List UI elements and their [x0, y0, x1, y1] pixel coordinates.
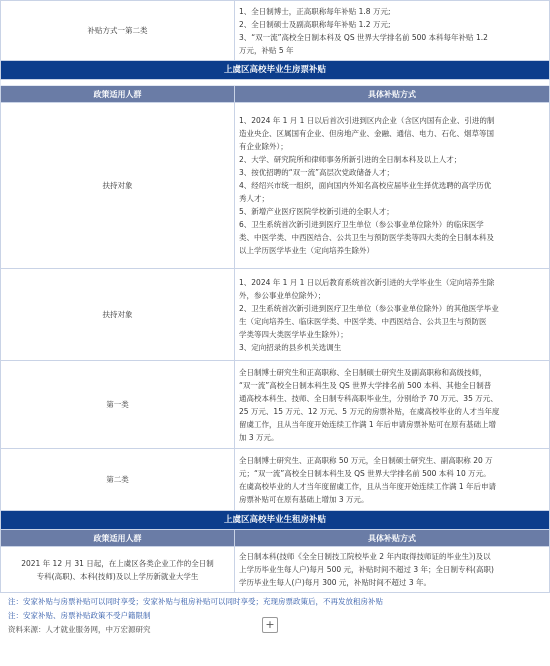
detail-line: 1、2024 年 1 月 1 日以后首次引进到区内企业（含区内国有企业、引进的制 [239, 116, 495, 125]
rent-header-method: 具体补贴方式 [235, 530, 550, 547]
top-row-label: 补贴方式一第二类 [1, 1, 235, 61]
housing-row-detail [235, 361, 550, 449]
detail-line: 房票补贴可在原有基础上增加 3 万元。 [239, 494, 369, 504]
rent-row [1, 547, 550, 593]
rent-section-title: 上虞区高校毕业生租房补贴 [1, 511, 550, 530]
housing-section-title: 上虞区高校毕业生房票补贴 [1, 61, 550, 80]
detail-line: “双一流”高校全日制本科生及 QS 世界大学排名前 500 本科、其他全日制普 [239, 380, 492, 390]
housing-row-1 [1, 103, 550, 269]
housing-row-detail [235, 269, 550, 361]
housing-header-row [1, 86, 550, 103]
detail-line: 2、全日制硕士及副高职称每年补贴 1.2 万元; [239, 19, 391, 29]
source-line: 资料来源：人才就业服务网，中万宏源研究 [8, 625, 151, 634]
detail-line: 3、“双一流”高校全日制本科及 QS 世界大学排名前 500 本科每年补贴 1.2 [239, 32, 488, 42]
detail-line: 元；“双一流”高校全日制本科生及 QS 世界大学排名前 500 本科 10 万元。 [239, 468, 491, 478]
detail-line: 3、按优招聘的“双一流”高层次党政储备人才； [239, 168, 395, 177]
detail-line: 学类等四大类医学毕业生除外）； [239, 329, 348, 339]
housing-header-method: 具体补贴方式 [235, 86, 550, 103]
detail-line: 25 万元、15 万元、12 万元、5 万元的房票补贴，在虞高校毕业的人才当年度 [239, 406, 500, 416]
housing-row-label: 第二类 [1, 449, 235, 511]
note-line: 注：安家补贴、房票补贴政策不受户籍限制 [8, 611, 151, 620]
housing-row-label: 第一类 [1, 361, 235, 449]
housing-row-3 [1, 361, 550, 449]
detail-line: 秀人才； [239, 194, 269, 203]
detail-line: 在虞高校毕业的人才当年度留虞工作，且从当年度开始连续工作满 1 年后申请 [239, 481, 497, 491]
expand-plus-button[interactable]: + [262, 617, 278, 633]
detail-line: 6、卫生系统首次新引进到医疗卫生单位（参公事业单位除外）的临床医学 [239, 220, 484, 229]
housing-row-4 [1, 449, 550, 511]
detail-line: 加 3 万元。 [239, 432, 279, 442]
housing-row-label: 扶持对象 [1, 269, 235, 361]
detail-line: 万元，补贴 5 年 [239, 45, 294, 55]
rent-row-detail [235, 547, 550, 593]
rent-row-label [1, 547, 235, 593]
detail-line: 上学历毕业生每人户)每月 500 元，补贴时间不超过 3 年；全日制专科(高职) [239, 565, 494, 574]
rent-section-title-row [1, 511, 550, 530]
detail-line: 造业央企、区属国有企业、但房地产业、金融、通信、电力、石化、烟草等国 [239, 129, 494, 138]
rent-header-row [1, 530, 550, 547]
detail-line: 2、卫生系统首次新引进到医疗卫生单位（参公事业单位除外）的其他医学毕业 [239, 303, 499, 313]
housing-row-label: 扶持对象 [1, 103, 235, 269]
detail-line: 1、2024 年 1 月 1 日以后教育系统首次新引进的大学毕业生（定向培养生除 [239, 277, 495, 287]
detail-line: 外，参公事业单位除外）； [239, 290, 326, 300]
detail-line: 全日制本科(技师《全全日制技工院校毕业 2 年内取得技师证的毕业生》)及以 [239, 552, 491, 561]
housing-row-detail [235, 449, 550, 511]
detail-line: 以上学历医学毕业生（定向培养生除外） [239, 246, 374, 255]
rent-header-group: 政策适用人群 [1, 530, 235, 547]
detail-line: 学历毕业生每人(户)每月 300 元，补贴时间不超过 3 年。 [239, 578, 431, 587]
detail-line: 5、新增产业医疗医院学校新引进的全职人才； [239, 207, 394, 216]
detail-line: 全日制博士研究生、正高职称 50 万元，全日制硕士研究生、副高职称 20 万 [239, 455, 493, 465]
detail-line: 1、全日制博士，正高职称每年补贴 1.8 万元; [239, 6, 391, 16]
detail-line: 有企业除外）； [239, 142, 288, 151]
detail-line: 3、定向招录的县乡机关选调生 [239, 342, 342, 352]
detail-line: 类、中医学类、中西医结合、公共卫生与预防医学类等四大类的全日制本科及 [239, 233, 494, 242]
housing-row-detail [235, 103, 550, 269]
detail-line: 全日制博士研究生和正高职称、全日制硕士研究生及副高职称和高级技师， [239, 367, 487, 377]
detail-line: 通高校本科生、技师、全日制专科高职毕业生，分别给予 70 万元、35 万元、 [239, 393, 498, 403]
detail-line: 2021 年 12 月 31 日起，在上虞区各类企业工作的全日制 [21, 558, 214, 568]
housing-header-group: 政策适用人群 [1, 86, 235, 103]
housing-row-2 [1, 269, 550, 361]
detail-line: 留虞工作，且从当年度开始连续工作满 1 年后申请房票补贴可在原有基础上增 [239, 419, 497, 429]
top-row-detail [235, 1, 550, 61]
note-line: 注：安家补贴与房票补贴可以同时享受；安家补贴与租房补贴可以同时享受；充现房票政策后，不再发放租房补贴 [8, 597, 383, 606]
detail-line: 专科(高职)、本科(技师)及以上学历新就业大学生 [36, 571, 199, 581]
top-row [1, 1, 550, 61]
detail-line: 生（定向培养生、临床医学类、中医学类、中西医结合、公共卫生与预防医 [239, 316, 487, 326]
detail-line: 2、大学、研究院所和律师事务所新引进的全日制本科及以上人才； [239, 155, 462, 164]
housing-section-title-row [1, 61, 550, 80]
detail-line: 4、经绍兴市统一组织，面向国内外知名高校应届毕业生择优选聘的高学历优 [239, 181, 492, 190]
